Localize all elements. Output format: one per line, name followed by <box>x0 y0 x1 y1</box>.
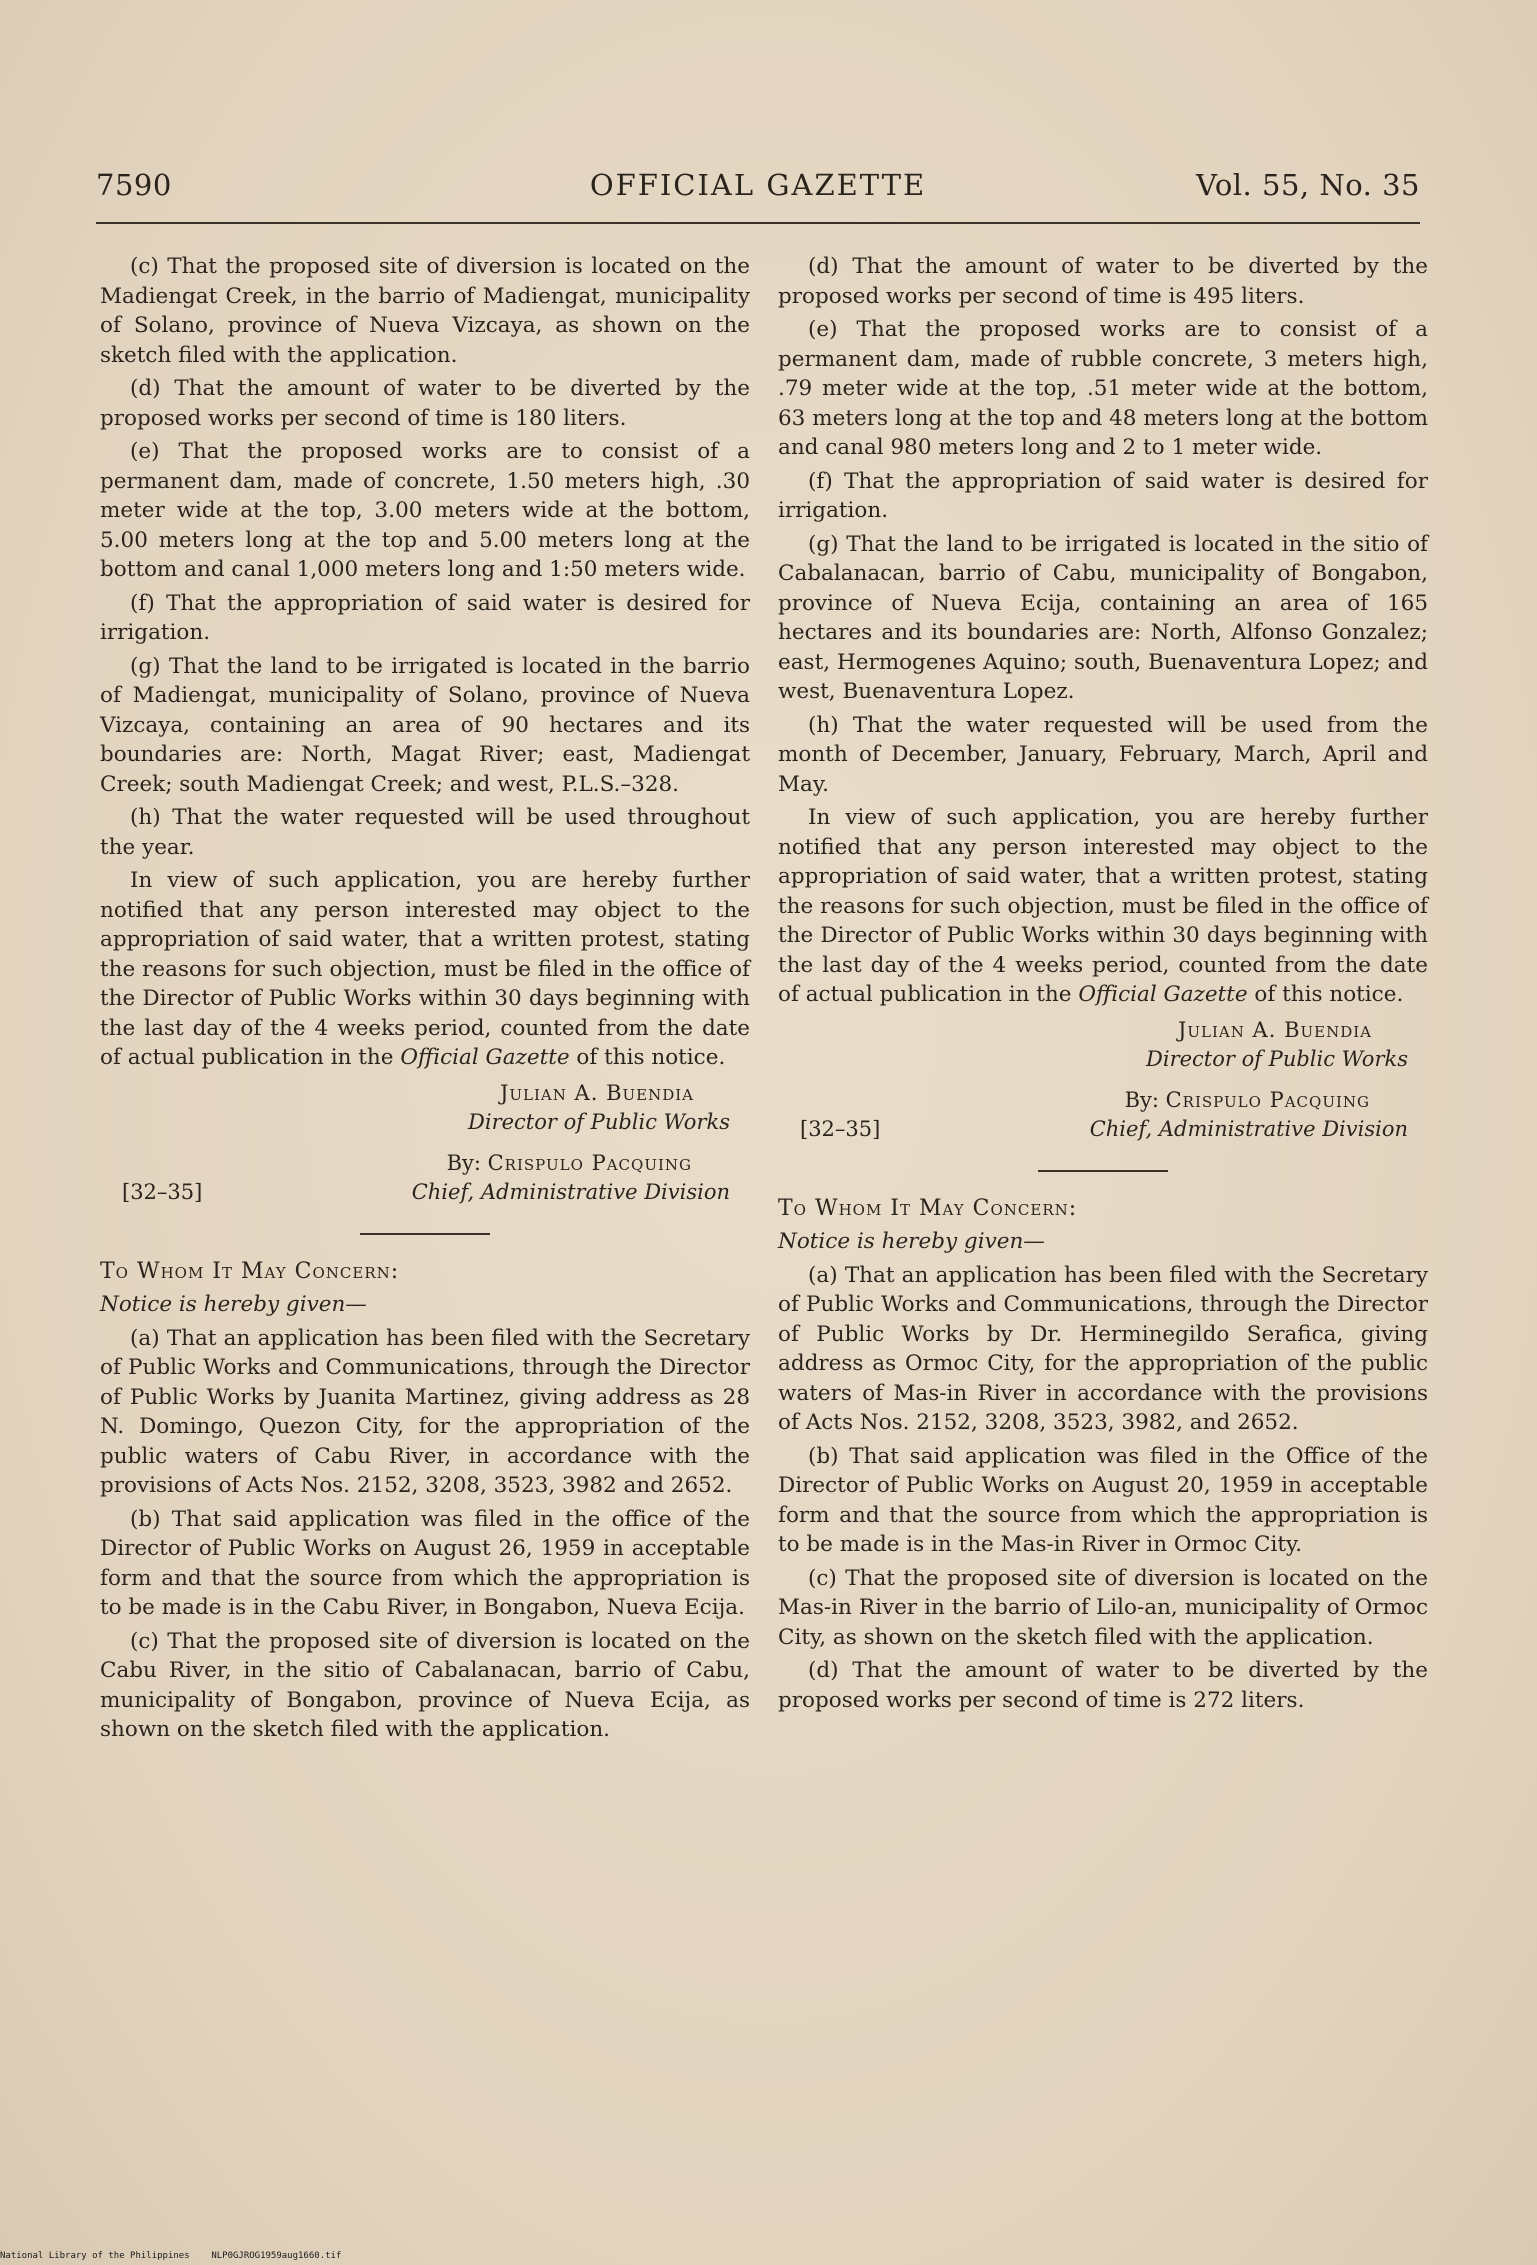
gazette-italic: Official Gazette <box>400 1045 570 1070</box>
signer-title: Director of Public Works <box>1146 1046 1408 1071</box>
publication-title: OFFICIAL GAZETTE <box>589 168 927 202</box>
paragraph-c: (c) That the proposed site of diversion is located on the Madiengat Creek, in the barrio of Madiengat, municipality of Solano, province of Nueva Vizcaya, as shown on the sketch filed with the application. <box>100 254 750 368</box>
by-line <box>778 1086 1370 1115</box>
paragraph-c2: (c) That the proposed site of diversion is located on the Cabu River, in the sitio of Cabalanacan, barrio of Cabu, municipality of Bongabon, province of Nueva Ecija, as shown on the sketch filed with the application. <box>100 1628 750 1742</box>
paragraph-b2: (b) That said application was filed in the Office of the Director of Public Works on August 20, 1959 in acceptable form and that the source from which the appropriation is to be made is in the Mas-in River in Ormoc City. <box>778 1443 1428 1557</box>
signer-name: Julian A. Buendia <box>499 1080 694 1105</box>
paragraph-e: (e) That the proposed works are to consist of a permanent dam, made of rubble concrete, 3 meters high, .79 meter wide at the top, .51 meter wide at the bottom, 63 meters long at the top and 48 meters long at the bottom and canal 980 meters long and 2 to 1 meter wide. <box>778 317 1428 460</box>
paragraph-f: (f) That the appropriation of said water is desired for irrigation. <box>778 468 1428 523</box>
to-whom-heading: To Whom It May Concern: <box>778 1195 1078 1221</box>
paragraph-view <box>778 803 1428 1010</box>
by-title: Chief, Administrative Division <box>1089 1116 1408 1141</box>
signature-block <box>100 1079 750 1207</box>
view-text-end: of this notice. <box>569 1045 726 1070</box>
signer-title: Director of Public Works <box>468 1109 730 1134</box>
by-label: By: <box>1124 1087 1166 1112</box>
volume-number: Vol. 55, No. 35 <box>1196 168 1420 202</box>
by-line <box>100 1149 692 1178</box>
right-column <box>778 252 1428 1719</box>
by-title: Chief, Administrative Division <box>411 1179 730 1204</box>
by-title-row <box>100 1178 730 1207</box>
by-name: Crispulo Pacquing <box>487 1150 692 1175</box>
page-header <box>96 168 1420 218</box>
paragraph-g: (g) That the land to be irrigated is located in the sitio of Cabalanacan, barrio of Cabu, municipality of Bongabon, province of Nueva Ecija, containing an area of 165 hectares and its boundaries are: North, Alfonso Gonzalez; east, Hermogenes Aquino; south, Buenaventura Lopez; and west, Buenaventura Lopez. <box>778 531 1428 704</box>
left-column <box>100 252 750 1749</box>
section-divider <box>1038 1170 1168 1172</box>
paragraph-h: (h) That the water requested will be used throughout the year. <box>100 805 750 860</box>
paragraph-d: (d) That the amount of water to be diverted by the proposed works per second of time is 180 liters. <box>100 376 750 431</box>
signer-name: Julian A. Buendia <box>1177 1017 1372 1042</box>
paragraph-c2: (c) That the proposed site of diversion is located on the Mas-in River in the barrio of Lilo-an, municipality of Ormoc City, as shown on the sketch filed with the application. <box>778 1565 1428 1650</box>
to-whom-heading: To Whom It May Concern: <box>100 1258 400 1284</box>
paragraph-view <box>100 866 750 1073</box>
issue-code: [32–35] <box>122 1179 203 1204</box>
by-title-row <box>778 1115 1408 1144</box>
by-label: By: <box>446 1150 488 1175</box>
paragraph-a2: (a) That an application has been filed with the Secretary of Public Works and Communications, through the Director of Public Works by Juanita Martinez, giving address as 28 N. Domingo, Quezon City, for the appropriation of the public waters of Cabu River, in accordance with the provisions of Acts Nos. 2152, 3208, 3523, 3982 and 2652. <box>100 1325 750 1498</box>
paragraph-b2: (b) That said application was filed in the office of the Director of Public Works on August 26, 1959 in acceptable form and that the source from which the appropriation is to be made is in the Cabu River, in Bongabon, Nueva Ecija. <box>100 1506 750 1620</box>
paragraph-d2: (d) That the amount of water to be diverted by the proposed works per second of time is 272 liters. <box>778 1658 1428 1713</box>
view-text: In view of such application, you are hereby further notified that any person interested may object to the appropriation of said water, that a written protest, stating the reasons for such objection, must be filed in the office of the Director of Public Works within 30 days beginning with the last day of the 4 weeks period, counted from the date of actual publication in the <box>778 805 1428 1007</box>
paragraph-a2: (a) That an application has been filed with the Secretary of Public Works and Communications, through the Director of Public Works by Dr. Herminegildo Serafica, giving address as Ormoc City, for the appropriation of the public waters of Mas-in River in accordance with the provisions of Acts Nos. 2152, 3208, 3523, 3982, and 2652. <box>778 1262 1428 1435</box>
paragraph-h: (h) That the water requested will be used from the month of December, January, February, March, April and May. <box>778 712 1428 797</box>
header-rule <box>96 222 1420 224</box>
view-text: In view of such application, you are hereby further notified that any person interested may object to the appropriation of said water, that a written protest, stating the reasons for such objection, must be filed in the office of the Director of Public Works within 30 days beginning with the last day of the 4 weeks period, counted from the date of actual publication in the <box>100 868 750 1070</box>
signature-block <box>778 1016 1428 1144</box>
scan-footer: National Library of the Philippines NLP0GJROG1959aug1660.tif <box>0 2251 342 2261</box>
notice-given: Notice is hereby given— <box>100 1292 367 1317</box>
view-text-end: of this notice. <box>1247 982 1404 1007</box>
issue-code: [32–35] <box>800 1116 881 1141</box>
page-number: 7590 <box>96 168 172 202</box>
gazette-italic: Official Gazette <box>1078 982 1248 1007</box>
by-name: Crispulo Pacquing <box>1165 1087 1370 1112</box>
paragraph-d: (d) That the amount of water to be diverted by the proposed works per second of time is 495 liters. <box>778 254 1428 309</box>
paragraph-f: (f) That the appropriation of said water is desired for irrigation. <box>100 590 750 645</box>
paragraph-e: (e) That the proposed works are to consist of a permanent dam, made of concrete, 1.50 meters high, .30 meter wide at the top, 3.00 meters wide at the bottom, 5.00 meters long at the top and 5.00 meters long at the bottom and canal 1,000 meters long and 1:50 meters wide. <box>100 439 750 582</box>
notice-given: Notice is hereby given— <box>778 1229 1045 1254</box>
paragraph-g: (g) That the land to be irrigated is located in the barrio of Madiengat, municipality of Solano, province of Nueva Vizcaya, containing an area of 90 hectares and its boundaries are: North, Magat River; east, Madiengat Creek; south Madiengat Creek; and west, P.L.S.–328. <box>100 653 750 797</box>
section-divider <box>360 1233 490 1235</box>
